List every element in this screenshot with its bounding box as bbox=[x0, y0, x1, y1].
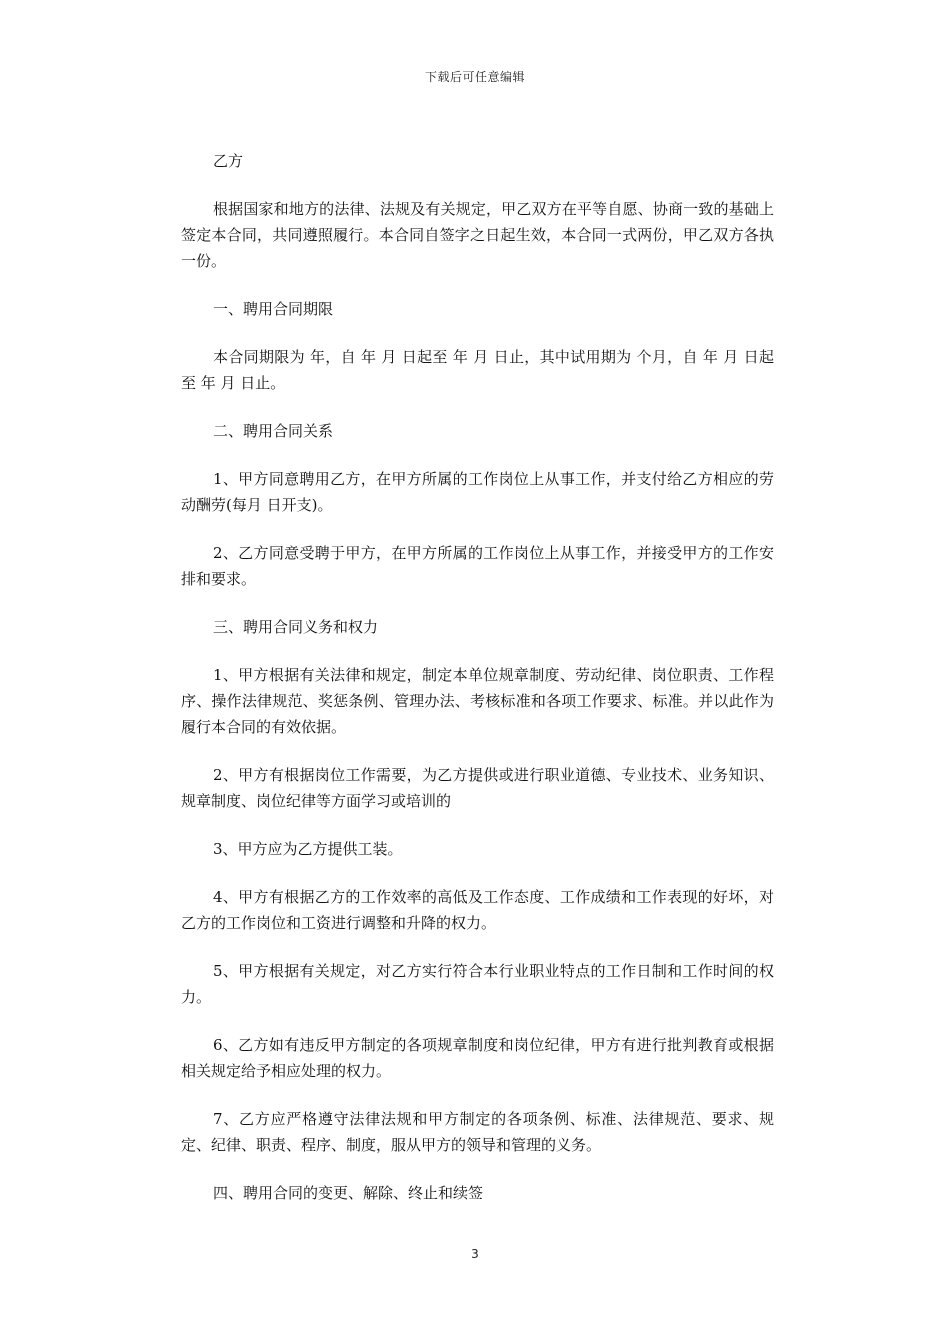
paragraph-preamble: 根据国家和地方的法律、法规及有关规定，甲乙双方在平等自愿、协商一致的基础上签定本合同，共同遵照履行。本合同自签字之日起生效，本合同一式两份，甲乙双方各执一份。 bbox=[181, 200, 774, 270]
paragraph-relationship-1: 1、甲方同意聘用乙方，在甲方所属的工作岗位上从事工作，并支付给乙方相应的劳动酬劳(每月 日开支)。 bbox=[181, 470, 774, 514]
document-body bbox=[181, 148, 774, 1228]
paragraph-relationship-2: 2、乙方同意受聘于甲方，在甲方所属的工作岗位上从事工作，并接受甲方的工作安排和要求。 bbox=[181, 544, 774, 588]
paragraph-obligation-6: 6、乙方如有违反甲方制定的各项规章制度和岗位纪律，甲方有进行批判教育或根据相关规定给予相应处理的权力。 bbox=[181, 1036, 774, 1080]
paragraph-party-b: 乙方 bbox=[213, 152, 244, 170]
paragraph-obligation-4: 4、甲方有根据乙方的工作效率的高低及工作态度、工作成绩和工作表现的好坏，对乙方的工作岗位和工资进行调整和升降的权力。 bbox=[181, 888, 774, 932]
page-number: 3 bbox=[471, 1247, 479, 1261]
paragraph-term: 本合同期限为 年，自 年 月 日起至 年 月 日止，其中试用期为 个月，自 年 月 日起至 年 月 日止。 bbox=[181, 348, 774, 392]
section-heading-changes: 四、聘用合同的变更、解除、终止和续签 bbox=[213, 1184, 484, 1202]
section-heading-obligations: 三、聘用合同义务和权力 bbox=[213, 618, 379, 636]
paragraph-obligation-1: 1、甲方根据有关法律和规定，制定本单位规章制度、劳动纪律、岗位职责、工作程序、操作法律规范、奖惩条例、管理办法、考核标准和各项工作要求、标准。并以此作为履行本合同的有效依据。 bbox=[181, 666, 774, 736]
section-heading-term: 一、聘用合同期限 bbox=[213, 300, 334, 318]
paragraph-obligation-3: 3、甲方应为乙方提供工装。 bbox=[213, 840, 403, 858]
paragraph-obligation-7: 7、乙方应严格遵守法律法规和甲方制定的各项条例、标准、法律规范、要求、规定、纪律、职责、程序、制度，服从甲方的领导和管理的义务。 bbox=[181, 1110, 774, 1154]
paragraph-obligation-2: 2、甲方有根据岗位工作需要，为乙方提供或进行职业道德、专业技术、业务知识、规章制度、岗位纪律等方面学习或培训的 bbox=[181, 766, 774, 810]
section-heading-relationship: 二、聘用合同关系 bbox=[213, 422, 334, 440]
paragraph-obligation-5: 5、甲方根据有关规定，对乙方实行符合本行业职业特点的工作日制和工作时间的权力。 bbox=[181, 962, 774, 1006]
page-header: 下载后可任意编辑 bbox=[424, 70, 525, 84]
